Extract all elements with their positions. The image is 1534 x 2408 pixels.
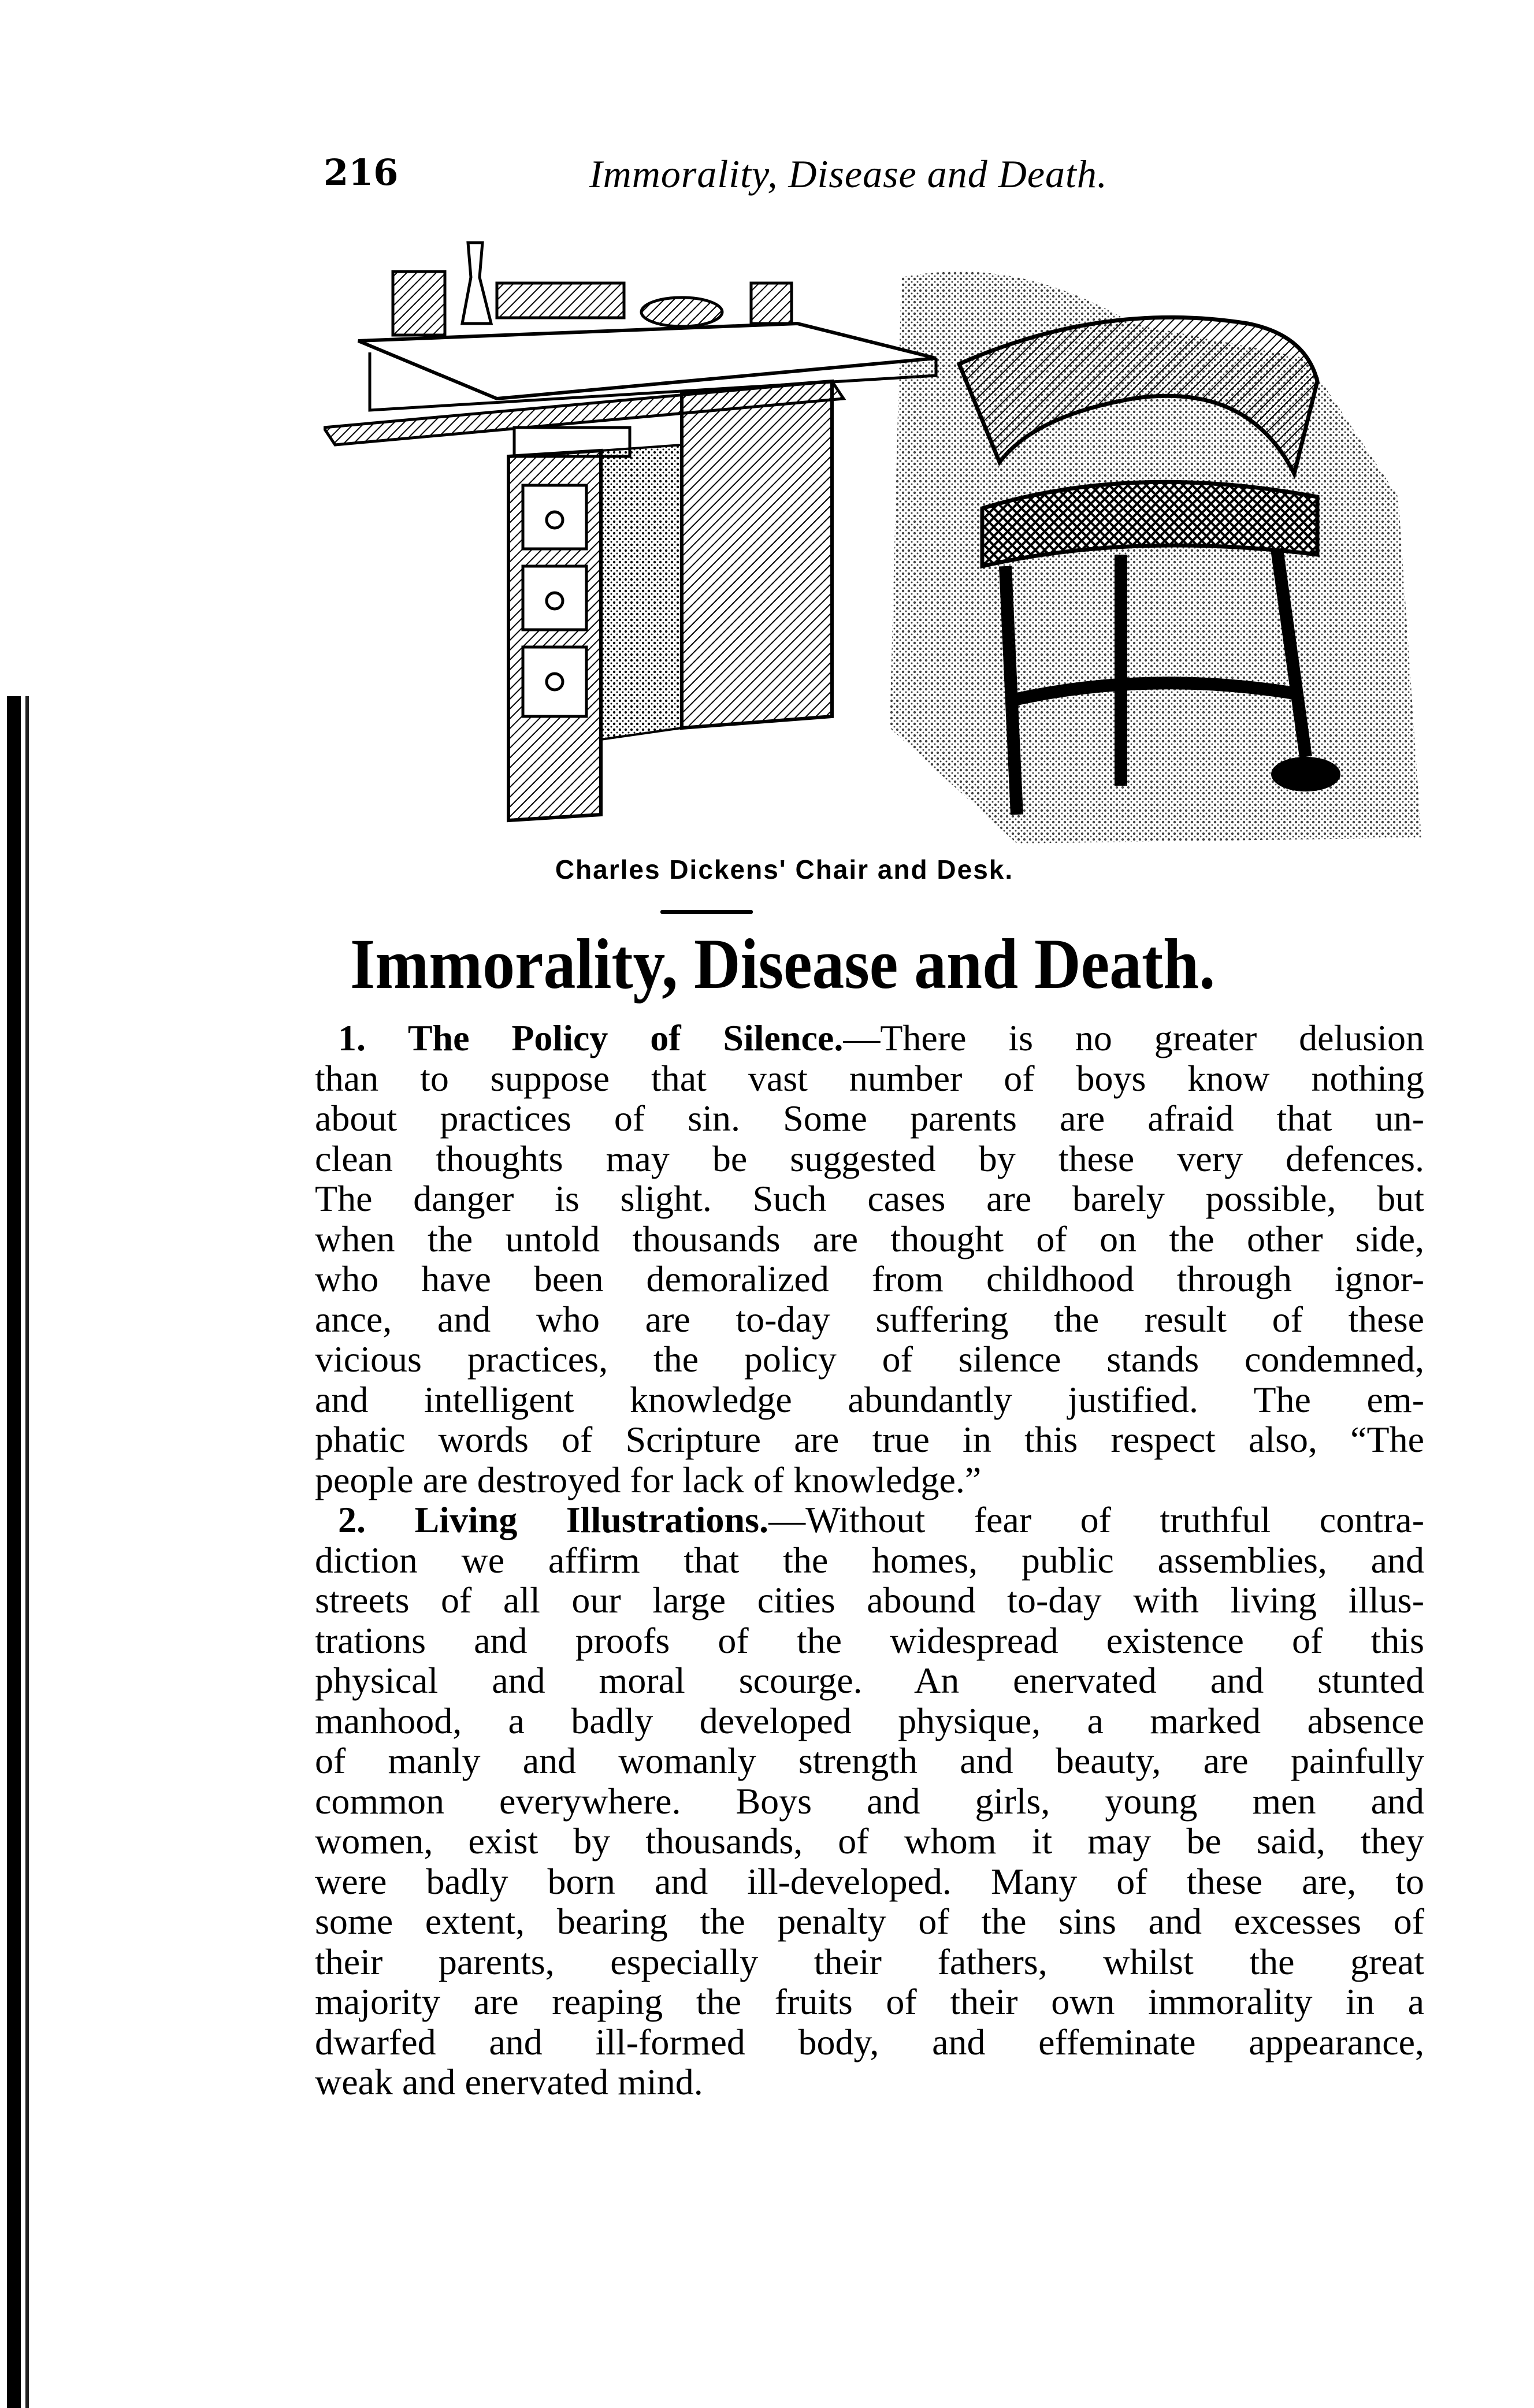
section-heading: The Policy of Silence. — [407, 1017, 844, 1058]
illustration-caption: Charles Dickens' Chair and Desk. — [555, 854, 1014, 885]
text-line: people are destroyed for lack of knowledge.” — [315, 1459, 982, 1500]
page-number: 216 — [324, 151, 399, 194]
text-line: manhood, a badly developed physique, a marked absence — [315, 1700, 1424, 1741]
article-body — [315, 1018, 1424, 2102]
running-header — [324, 151, 1364, 203]
section-1-first-line — [315, 1018, 1424, 1058]
text-line: some extent, bearing the penalty of the sins and excesses of — [315, 1901, 1424, 1942]
text-line: women, exist by thousands, of whom it may be said, they — [315, 1820, 1424, 1861]
section-number: 2. — [338, 1499, 366, 1540]
text-line: common everywhere. Boys and girls, young men and — [315, 1780, 1424, 1822]
text-line: when the untold thousands are thought of on the other side, — [315, 1218, 1424, 1259]
text-line: The danger is slight. Such cases are barely possible, but — [315, 1178, 1424, 1219]
text-line: and intelligent knowledge abundantly justified. The em- — [315, 1378, 1424, 1420]
body-text: —There is no greater delusion — [843, 1017, 1425, 1058]
text-line: vicious practices, the policy of silence stands condemned, — [315, 1339, 1424, 1380]
text-line: dwarfed and ill-formed body, and effeminate appearance, — [315, 2021, 1424, 2063]
text-line: about practices of sin. Some parents are afraid that un- — [315, 1098, 1424, 1139]
text-line: their parents, especially their fathers, whilst the great — [315, 1941, 1424, 1982]
text-line: trations and proofs of the widespread existence of this — [315, 1619, 1424, 1661]
text-line: weak and enervated mind. — [315, 2061, 703, 2102]
text-line: physical and moral scourge. An enervated and stunted — [315, 1660, 1424, 1701]
text-line: diction we affirm that the homes, public assemblies, and — [315, 1539, 1424, 1581]
scan-edge-inner — [25, 696, 29, 2408]
body-text: —Without fear of truthful contra- — [768, 1499, 1425, 1540]
section-number: 1. — [338, 1017, 366, 1058]
desk-and-chair-illustration — [324, 208, 1433, 849]
divider-rule — [660, 910, 753, 914]
text-line: ance, and who are to-day suffering the result of these — [315, 1298, 1424, 1340]
text-line: of manly and womanly strength and beauty, are painfully — [315, 1740, 1424, 1781]
scan-edge — [7, 696, 21, 2408]
section-heading: Living Illustrations. — [414, 1499, 769, 1540]
text-line: were badly born and ill-developed. Many of these are, to — [315, 1860, 1424, 1902]
text-line: than to suppose that vast number of boys know nothing — [315, 1057, 1424, 1099]
text-line: phatic words of Scripture are true in this respect also, “The — [315, 1419, 1424, 1460]
text-line: majority are reaping the fruits of their own immorality in a — [315, 1981, 1424, 2022]
text-line: streets of all our large cities abound to-day with living illus- — [315, 1580, 1424, 1621]
text-line: who have been demoralized from childhood through ignor- — [315, 1258, 1424, 1299]
running-title: Immorality, Disease and Death. — [589, 152, 1108, 196]
section-2-first-line — [315, 1500, 1424, 1540]
text-line: clean thoughts may be suggested by these very defences. — [315, 1138, 1424, 1179]
article-title: Immorality, Disease and Death. — [350, 924, 1216, 1004]
